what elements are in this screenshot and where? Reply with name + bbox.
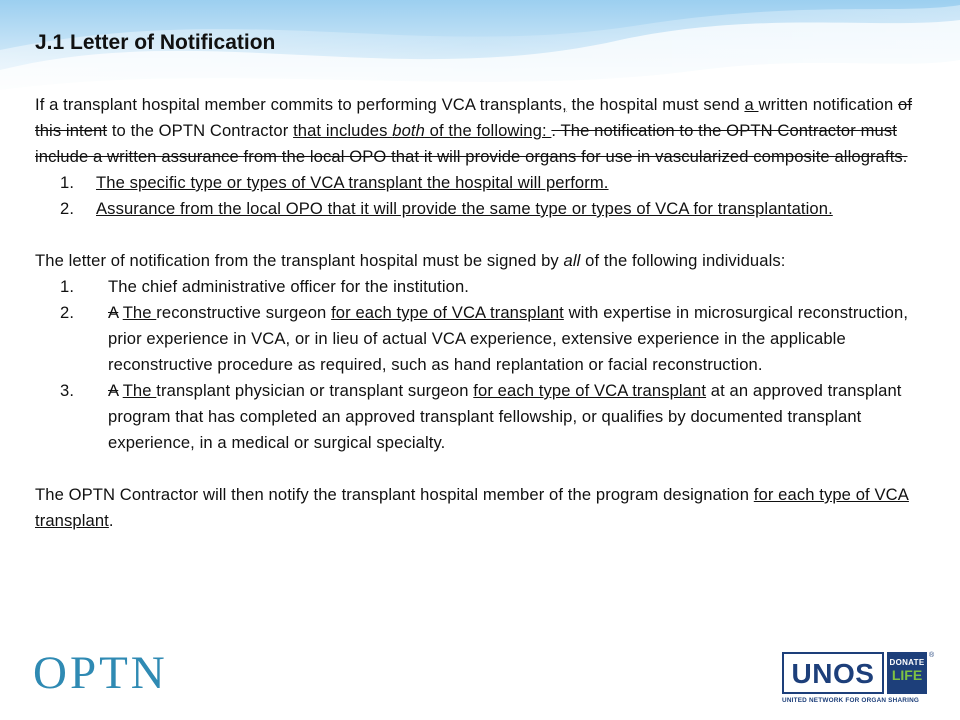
unos-wordmark: UNOS xyxy=(791,658,875,689)
list-number: 1. xyxy=(60,173,75,192)
deleted-text: A xyxy=(108,303,119,322)
registered-mark: ® xyxy=(929,652,935,659)
signatories-paragraph xyxy=(35,248,915,274)
inserted-text: The specific type or types of VCA transplant the hospital will perform. xyxy=(96,173,609,192)
unos-tagline: UNITED NETWORK FOR ORGAN SHARING xyxy=(782,697,920,704)
deleted-text: . The notification to the OPTN Contractor must include a written assurance from the local OPO that it will provide organs for use in vascularized composite allografts. xyxy=(35,121,908,166)
inserted-text: for each type of VCA transplant xyxy=(331,303,564,322)
inserted-text: The xyxy=(122,303,157,322)
closing-paragraph xyxy=(35,482,915,534)
page-title: J.1 Letter of Notification xyxy=(35,31,276,54)
list-item xyxy=(35,300,915,378)
unos-donate-life-logo xyxy=(782,652,934,708)
list-item xyxy=(35,274,915,300)
life-text: LIFE xyxy=(891,667,923,683)
intro-paragraph xyxy=(35,92,915,170)
list-number: 3. xyxy=(60,381,75,400)
signatories-list xyxy=(35,274,915,456)
text: with expertise in microsurgical reconstruction, prior experience in VCA, or in lieu of actual VCA experience, extensive experience in the applicable reconstructive procedure as required, such as hand replantation or facial reconstruction. xyxy=(108,303,909,374)
unos-logo-box xyxy=(782,652,884,694)
list-item xyxy=(35,378,915,456)
list-item xyxy=(35,170,915,196)
spacer xyxy=(35,222,915,248)
required-contents-list xyxy=(35,170,915,222)
text: to the OPTN Contractor xyxy=(107,121,294,140)
list-item xyxy=(35,196,915,222)
inserted-text: that includes xyxy=(293,121,393,140)
text: of the following individuals: xyxy=(580,251,786,270)
inserted-text: Assurance from the local OPO that it will provide the same type or types of VCA for transplantation. xyxy=(96,199,833,218)
deleted-text: A xyxy=(108,381,119,400)
text: The OPTN Contractor will then notify the transplant hospital member of the program designation xyxy=(35,485,754,504)
text: the hospital must send xyxy=(566,95,745,114)
inserted-text: The xyxy=(122,381,157,400)
text: reconstructive surgeon xyxy=(156,303,332,322)
text: If a transplant hospital member commits to performing VCA transplants xyxy=(35,95,563,114)
inserted-text: a xyxy=(744,95,759,114)
inserted-text: for each type of VCA transplant xyxy=(473,381,707,400)
spacer xyxy=(35,456,915,482)
text: . xyxy=(108,511,114,530)
text: transplant physician or transplant surgeon xyxy=(156,381,474,400)
donate-text: DONATE xyxy=(889,658,925,667)
text: written notification xyxy=(758,95,899,114)
deleted-text: of this intent xyxy=(35,95,913,140)
text: The chief administrative officer for the institution. xyxy=(108,277,470,296)
text: at an approved transplant program that has completed an approved transplant fellowship, or qualifies by documented transplant experience, in a medical or surgical specialty. xyxy=(108,381,902,452)
list-number: 2. xyxy=(60,199,75,218)
inserted-text: , xyxy=(562,95,567,114)
inserted-italic-text: both xyxy=(392,121,425,140)
donate-life-box xyxy=(887,652,927,694)
document-body xyxy=(35,92,915,534)
inserted-text: for each type of VCA transplant xyxy=(35,485,909,530)
italic-text: all xyxy=(563,251,581,270)
optn-logo: OPTN xyxy=(33,647,168,699)
inserted-text: of the following: xyxy=(424,121,552,140)
list-number: 1. xyxy=(60,277,75,296)
list-number: 2. xyxy=(60,303,75,322)
text: The letter of notification from the transplant hospital must be signed by xyxy=(35,251,564,270)
